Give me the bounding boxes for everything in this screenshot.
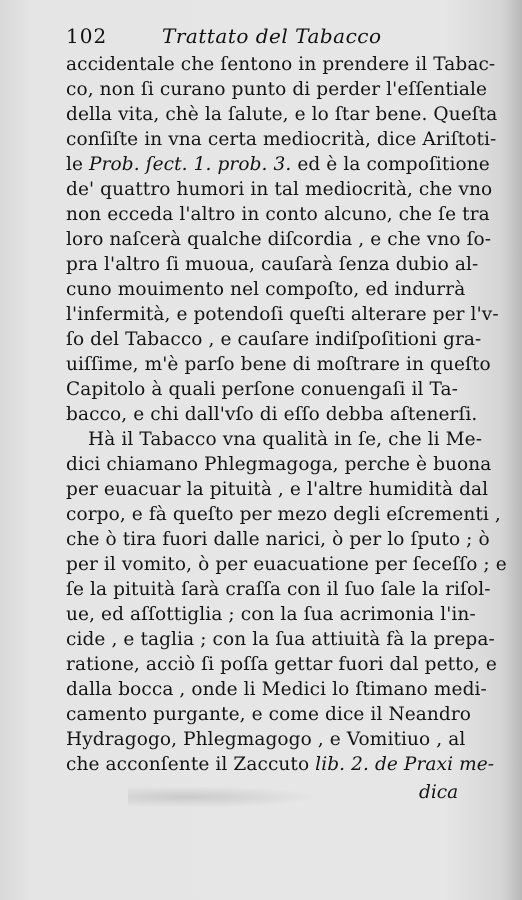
running-title: Trattato del Tabacco [162, 24, 382, 48]
citation-italic: lib. 2. de Praxi me- [315, 754, 495, 775]
text-line: loro naſcerà qualche diſcordia , e che vno ſo- [66, 229, 492, 250]
text-line: dici chiamano Phlegmagoga, perche è buona [66, 454, 492, 475]
text-segment: le [66, 154, 90, 175]
text-line: pra l'altro ſi muoua, cauſarà ſenza dubio al- [66, 254, 479, 275]
text-line: ſo del Tabacco , e cauſare indiſpoſitioni gra- [66, 329, 482, 350]
text-line: cide , e taglia ; con la ſua attiuità fà la prepa- [66, 629, 495, 650]
ink-bleed-through [128, 786, 318, 808]
text-line: bacco, e chi dall'vſo di eſſo debba aſtenerſi. [66, 404, 478, 425]
text-line: non ecceda l'altro in conto alcuno, che ſe tra [66, 204, 490, 225]
text-line: della vita, chè la ſalute, e lo ſtar bene. Queſta [66, 104, 498, 125]
text-segment: ed è la compoſitione [291, 154, 490, 175]
text-segment: che acconſente il Zaccuto [66, 754, 316, 775]
text-line: corpo, e fà queſto per mezo degli eſcrementi , [66, 504, 501, 525]
text-line: accidentale che ſentono in prendere il Tabac- [66, 54, 496, 75]
text-line: dalla bocca , onde li Medici lo ſtimano medi- [66, 679, 487, 700]
text-line: ratione, acciò ſi poſſa gettar fuori dal petto, e [66, 654, 497, 675]
text-line: l'infermità, e potendoſi queſti alterare per l'v- [66, 304, 499, 325]
text-line: per il vomito, ò per euacuatione per ſeceſſo ; e [66, 554, 507, 575]
text-line: camento purgante, e come dice il Neandro [66, 704, 472, 725]
text-line [66, 752, 495, 777]
text-line: conſiſte in vna certa mediocrità, dice Ariſtoti- [66, 129, 497, 150]
text-line: Hydragogo, Phlegmagogo , e Vomitiuo , al [66, 729, 466, 750]
text-line: ue, ed aſſottiglia ; con la ſua acrimonia l'in- [66, 604, 476, 625]
text-line: de' quattro humori in tal mediocrità, che vno [66, 179, 493, 200]
page-header [66, 24, 466, 54]
text-line [66, 152, 490, 177]
page-number: 102 [66, 24, 108, 48]
text-line: per euacuar la pituità , e l'altre humidità dal [66, 479, 489, 500]
text-line: che ò tira fuori dalle narici, ò per lo ſputo ; ò [66, 529, 490, 550]
text-line: ſe la pituità ſarà craſſa con il ſuo ſale la riſol- [66, 579, 491, 600]
text-line: co, non ſi curano punto di perder l'eſſentiale [66, 79, 488, 100]
text-line: Capitolo à quali perſone conuengaſi il Ta- [66, 379, 459, 400]
catchword: dica [419, 782, 459, 803]
citation-italic: Prob. ſect. 1. prob. 3. [89, 154, 292, 175]
paragraph-start-line: Hà il Tabacco vna qualità in ſe, che li Me- [88, 429, 483, 450]
body-text [66, 52, 507, 777]
text-line: uiſſime, m'è parſo bene di moſtrare in queſto [66, 354, 491, 375]
text-line: cuno mouimento nel compoſto, ed indurrà [66, 279, 466, 300]
